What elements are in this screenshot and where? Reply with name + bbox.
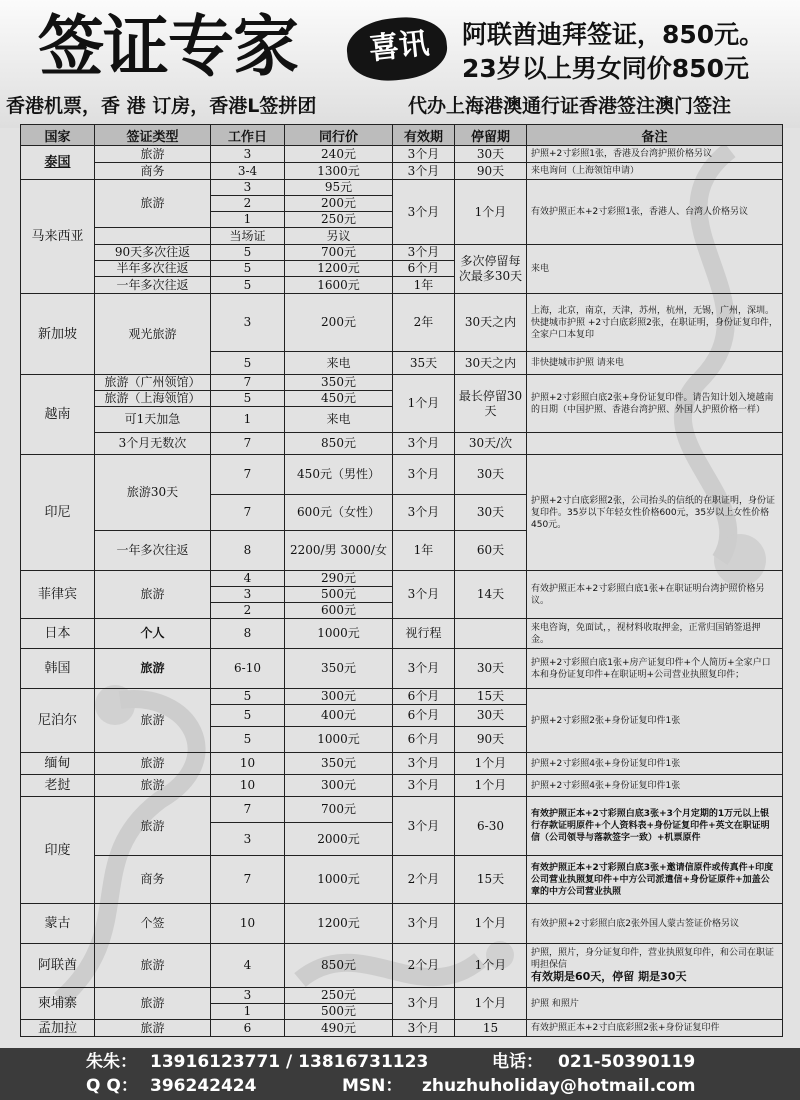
- note-cell: 有效护照正本+2寸彩照1张，香港人、台湾人价格另议: [527, 180, 783, 245]
- footer-contact-bar: [0, 1048, 800, 1100]
- days-cell: 3: [211, 823, 285, 856]
- type-cell: 旅游30天: [95, 455, 211, 531]
- type-cell: 旅游: [95, 146, 211, 163]
- price-cell: 250元: [285, 988, 393, 1004]
- days-cell: 7: [211, 455, 285, 495]
- type-cell: 半年多次往返: [95, 261, 211, 277]
- stay-cell: 1个月: [455, 775, 527, 797]
- country-cell: 阿联酋: [21, 944, 95, 988]
- visa-price-table: [20, 124, 783, 1037]
- table-row: [21, 455, 783, 495]
- note-text: 有效期是60天，停留 期是30天: [531, 970, 687, 983]
- days-cell: 10: [211, 904, 285, 944]
- table-row: [21, 1020, 783, 1037]
- stay-cell: 60天: [455, 531, 527, 571]
- price-cell: 1600元: [285, 277, 393, 294]
- price-cell: 1200元: [285, 261, 393, 277]
- validity-cell: 3个月: [393, 455, 455, 495]
- days-cell: 7: [211, 375, 285, 391]
- days-cell: 3: [211, 988, 285, 1004]
- days-cell: 7: [211, 797, 285, 823]
- msn-label: MSN：: [342, 1076, 403, 1096]
- stay-cell: [455, 619, 527, 649]
- contact-label: 朱朱：: [86, 1052, 137, 1072]
- days-cell: 8: [211, 619, 285, 649]
- country-cell: 蒙古: [21, 904, 95, 944]
- type-cell: 3个月无数次: [95, 433, 211, 455]
- table-row: [21, 689, 783, 705]
- validity-cell: 3个月: [393, 775, 455, 797]
- price-cell: 另议: [285, 228, 393, 245]
- price-cell: 350元: [285, 753, 393, 775]
- price-cell: 350元: [285, 375, 393, 391]
- type-cell: 旅游: [95, 753, 211, 775]
- table-row: [21, 571, 783, 587]
- header-price: 同行价: [285, 125, 393, 146]
- country-cell: 印度: [21, 797, 95, 904]
- stay-cell: 1个月: [455, 988, 527, 1020]
- stay-cell: 90天: [455, 163, 527, 180]
- days-cell: 5: [211, 261, 285, 277]
- stay-cell: 15天: [455, 856, 527, 904]
- note-cell: 来电咨询，免面试，，视材料收取押金，正常归国销签退押金。: [527, 619, 783, 649]
- msn-address: zhuzhuholiday@hotmail.com: [422, 1076, 696, 1096]
- news-badge-text: 喜讯: [367, 25, 431, 68]
- note-cell: 护照+2寸白底彩照2张，公司抬头的信纸的在职证明，身份证复印件。35岁以下年轻女性价格600元，35岁以上女性价格450元。: [527, 455, 783, 571]
- validity-cell: 3个月: [393, 433, 455, 455]
- note-cell: 有效护照正本+2寸白底彩照2张+身份证复印件: [527, 1020, 783, 1037]
- price-cell: 1000元: [285, 856, 393, 904]
- price-cell: 400元: [285, 705, 393, 727]
- country-cell: 越南: [21, 375, 95, 455]
- promo-line-2: 23岁以上男女同价850元: [462, 54, 749, 83]
- price-cell: 500元: [285, 1004, 393, 1020]
- type-cell: 个签: [95, 904, 211, 944]
- tel-label: 电话：: [492, 1052, 543, 1072]
- country-cell: 新加坡: [21, 294, 95, 375]
- price-cell: 200元: [285, 294, 393, 352]
- price-cell: 1000元: [285, 619, 393, 649]
- days-cell: 1: [211, 407, 285, 433]
- country-cell: 菲律宾: [21, 571, 95, 619]
- note-text: 护照，照片，身分证复印件，营业执照复印件，和公司在职证明担保信: [531, 948, 775, 970]
- days-cell: 5: [211, 727, 285, 753]
- country-cell: 日本: [21, 619, 95, 649]
- validity-cell: 3个月: [393, 1020, 455, 1037]
- price-cell: 700元: [285, 245, 393, 261]
- price-cell: 300元: [285, 689, 393, 705]
- stay-cell: 1个月: [455, 753, 527, 775]
- stay-cell: 15: [455, 1020, 527, 1037]
- validity-cell: 6个月: [393, 261, 455, 277]
- note-cell: 护照+2寸彩照1张，香港及台湾护照价格另议: [527, 146, 783, 163]
- stay-cell: 最长停留30天: [455, 375, 527, 433]
- price-cell: 350元: [285, 649, 393, 689]
- header-validity: 有效期: [393, 125, 455, 146]
- price-cell: 95元: [285, 180, 393, 196]
- note-cell: 护照+2寸彩照白底2张+身份证复印件。请告知计划入境越南的日期（中国护照、香港台湾护照、外国人护照价格一样）: [527, 375, 783, 433]
- days-cell: 3: [211, 587, 285, 603]
- price-cell: 450元（男性）: [285, 455, 393, 495]
- type-cell: [95, 228, 211, 245]
- tel-number: 021-50390119: [558, 1052, 696, 1072]
- country-cell: 老挝: [21, 775, 95, 797]
- price-cell: 450元: [285, 391, 393, 407]
- table-row: [21, 294, 783, 352]
- type-cell: 旅游: [95, 988, 211, 1020]
- stay-cell: 30天/次: [455, 433, 527, 455]
- table-row: [21, 775, 783, 797]
- price-cell: 250元: [285, 212, 393, 228]
- validity-cell: 3个月: [393, 649, 455, 689]
- days-cell: 1: [211, 212, 285, 228]
- header-country: 国家: [21, 125, 95, 146]
- stay-cell: 6-30: [455, 797, 527, 856]
- stay-cell: 15天: [455, 689, 527, 705]
- table-row: [21, 180, 783, 196]
- validity-cell: 3个月: [393, 495, 455, 531]
- days-cell: 1: [211, 1004, 285, 1020]
- price-cell: 来电: [285, 352, 393, 375]
- validity-cell: 3个月: [393, 797, 455, 856]
- price-cell: 1000元: [285, 727, 393, 753]
- stay-cell: 30天: [455, 705, 527, 727]
- days-cell: 5: [211, 689, 285, 705]
- validity-cell: 2个月: [393, 856, 455, 904]
- validity-cell: 3个月: [393, 146, 455, 163]
- country-cell: 缅甸: [21, 753, 95, 775]
- header-visa-type: 签证类型: [95, 125, 211, 146]
- note-cell: 上海，北京，南京，天津，苏州，杭州，无锡，广州，深圳。快捷城市护照 +2寸白底彩照2张，在职证明，身份证复印件，全家户口本复印: [527, 294, 783, 352]
- header-workdays: 工作日: [211, 125, 285, 146]
- days-cell: 3: [211, 146, 285, 163]
- type-cell: 个人: [95, 619, 211, 649]
- days-cell: 5: [211, 245, 285, 261]
- header: [0, 0, 800, 128]
- promo-line-1: 阿联酋迪拜签证，850元。: [462, 20, 765, 49]
- type-cell: 旅游: [95, 571, 211, 619]
- services-left: 香港机票，香 港 订房，香港L签拼团: [6, 95, 317, 117]
- days-cell: 3-4: [211, 163, 285, 180]
- validity-cell: 3个月: [393, 163, 455, 180]
- validity-cell: 35天: [393, 352, 455, 375]
- days-cell: 7: [211, 856, 285, 904]
- validity-cell: 6个月: [393, 705, 455, 727]
- logo-title: 签证专家: [38, 7, 298, 85]
- days-cell: 5: [211, 277, 285, 294]
- price-cell: 200元: [285, 196, 393, 212]
- note-cell: 非快捷城市护照 请来电: [527, 352, 783, 375]
- services-right: 代办上海港澳通行证香港签注澳门签注: [408, 95, 732, 117]
- country-cell: 尼泊尔: [21, 689, 95, 753]
- days-cell: 10: [211, 775, 285, 797]
- note-cell: 护照+2寸彩照2张+身份证复印件1张: [527, 689, 783, 753]
- type-cell: 商务: [95, 856, 211, 904]
- days-cell: 6: [211, 1020, 285, 1037]
- days-cell: 10: [211, 753, 285, 775]
- days-cell: 7: [211, 495, 285, 531]
- validity-cell: 视行程: [393, 619, 455, 649]
- validity-cell: 2年: [393, 294, 455, 352]
- note-cell: 护照+2寸彩照4张+身份证复印件1张: [527, 775, 783, 797]
- stay-cell: 30天: [455, 649, 527, 689]
- type-cell: 90天多次往返: [95, 245, 211, 261]
- table-row: [21, 944, 783, 988]
- price-cell: 1300元: [285, 163, 393, 180]
- table-row: [21, 433, 783, 455]
- note-cell: 有效护照正本+2寸彩照白底1张+在职证明台湾护照价格另议。: [527, 571, 783, 619]
- validity-cell: 3个月: [393, 904, 455, 944]
- days-cell: 5: [211, 391, 285, 407]
- table-row: [21, 904, 783, 944]
- price-cell: 500元: [285, 587, 393, 603]
- validity-cell: 1个月: [393, 375, 455, 433]
- table-row: [21, 753, 783, 775]
- validity-cell: 3个月: [393, 180, 455, 245]
- header-stay: 停留期: [455, 125, 527, 146]
- price-cell: 490元: [285, 1020, 393, 1037]
- days-cell: 7: [211, 433, 285, 455]
- country-cell: 泰国: [21, 146, 95, 180]
- days-cell: 8: [211, 531, 285, 571]
- price-cell: 1200元: [285, 904, 393, 944]
- price-cell: 600元（女性）: [285, 495, 393, 531]
- type-cell: 旅游: [95, 1020, 211, 1037]
- note-cell: 护照 和照片: [527, 988, 783, 1020]
- price-cell: 290元: [285, 571, 393, 587]
- days-cell: 5: [211, 352, 285, 375]
- table-row: [21, 619, 783, 649]
- stay-cell: 30天之内: [455, 352, 527, 375]
- country-cell: 孟加拉: [21, 1020, 95, 1037]
- price-cell: 来电: [285, 407, 393, 433]
- stay-cell: 1个月: [455, 944, 527, 988]
- price-cell: 300元: [285, 775, 393, 797]
- table-row: [21, 649, 783, 689]
- type-cell: 旅游（上海领馆）: [95, 391, 211, 407]
- validity-cell: 3个月: [393, 245, 455, 261]
- stay-cell: 30天之内: [455, 294, 527, 352]
- price-cell: 700元: [285, 797, 393, 823]
- stay-cell: 30天: [455, 455, 527, 495]
- stay-cell: 14天: [455, 571, 527, 619]
- stay-cell: 30天: [455, 146, 527, 163]
- note-cell: 有效护照正本+2寸彩照白底3张+3个月定期的1万元以上银行存款证明原件+个人资料表+身份证复印件+英文在职证明信（公司领导与落款签字一致）+机票原件: [527, 797, 783, 856]
- table-row: [21, 245, 783, 261]
- days-cell: 4: [211, 944, 285, 988]
- days-cell: 3: [211, 294, 285, 352]
- validity-cell: 3个月: [393, 988, 455, 1020]
- contact-phones: 13916123771 / 13816731123: [150, 1052, 429, 1072]
- type-cell: 旅游: [95, 944, 211, 988]
- validity-cell: 1年: [393, 531, 455, 571]
- price-cell: 2000元: [285, 823, 393, 856]
- stay-cell: 30天: [455, 495, 527, 531]
- days-cell: 6-10: [211, 649, 285, 689]
- days-cell: 3: [211, 180, 285, 196]
- price-cell: 240元: [285, 146, 393, 163]
- price-cell: 600元: [285, 603, 393, 619]
- validity-cell: 3个月: [393, 571, 455, 619]
- note-cell: 护照+2寸彩照白底1张+房产证复印件+个人简历+全家户口本和身份证复印件+在职证明+公司营业执照复印件；: [527, 649, 783, 689]
- qq-number: 396242424: [150, 1076, 257, 1096]
- type-cell: 观光旅游: [95, 294, 211, 375]
- table-row: [21, 856, 783, 904]
- validity-cell: 1年: [393, 277, 455, 294]
- validity-cell: 3个月: [393, 753, 455, 775]
- note-cell: 有效护照正本+2寸彩照白底3张+邀请信原件或传真件+印度公司营业执照复印件+中方公司派遣信+身份证原件+加盖公章的中方公司营业执照: [527, 856, 783, 904]
- table-row: [21, 797, 783, 823]
- validity-cell: 6个月: [393, 727, 455, 753]
- table-row: [21, 163, 783, 180]
- type-cell: 旅游: [95, 797, 211, 856]
- price-cell: 850元: [285, 944, 393, 988]
- price-cell: 2200/男 3000/女: [285, 531, 393, 571]
- table-row: [21, 375, 783, 391]
- days-cell: 当场证: [211, 228, 285, 245]
- stay-cell: 多次停留每次最多30天: [455, 245, 527, 294]
- type-cell: 一年多次往返: [95, 277, 211, 294]
- note-cell: 护照+2寸彩照4张+身份证复印件1张: [527, 753, 783, 775]
- stay-cell: 1个月: [455, 180, 527, 245]
- price-cell: 850元: [285, 433, 393, 455]
- stay-cell: 90天: [455, 727, 527, 753]
- days-cell: 2: [211, 603, 285, 619]
- table-header-row: [21, 125, 783, 146]
- table-row: [21, 988, 783, 1004]
- note-cell: 来电: [527, 245, 783, 294]
- type-cell: 一年多次往返: [95, 531, 211, 571]
- header-notes: 备注: [527, 125, 783, 146]
- note-cell: [527, 433, 783, 455]
- qq-label: Q Q：: [86, 1076, 138, 1096]
- note-cell: [527, 944, 783, 988]
- type-cell: 旅游: [95, 775, 211, 797]
- country-cell: 马来西亚: [21, 180, 95, 294]
- days-cell: 2: [211, 196, 285, 212]
- country-cell: 柬埔寨: [21, 988, 95, 1020]
- type-cell: 商务: [95, 163, 211, 180]
- note-cell: 有效护照+2寸彩照白底2张外国人蒙古签证价格另议: [527, 904, 783, 944]
- type-cell: 可1天加急: [95, 407, 211, 433]
- days-cell: 5: [211, 705, 285, 727]
- type-cell: 旅游: [95, 689, 211, 753]
- stay-cell: 1个月: [455, 904, 527, 944]
- validity-cell: 2个月: [393, 944, 455, 988]
- country-cell: 韩国: [21, 649, 95, 689]
- country-cell: 印尼: [21, 455, 95, 571]
- validity-cell: 6个月: [393, 689, 455, 705]
- days-cell: 4: [211, 571, 285, 587]
- type-cell: 旅游: [95, 180, 211, 228]
- table-row: [21, 146, 783, 163]
- type-cell: 旅游（广州领馆）: [95, 375, 211, 391]
- note-cell: 来电询问（上海领馆申请）: [527, 163, 783, 180]
- type-cell: 旅游: [95, 649, 211, 689]
